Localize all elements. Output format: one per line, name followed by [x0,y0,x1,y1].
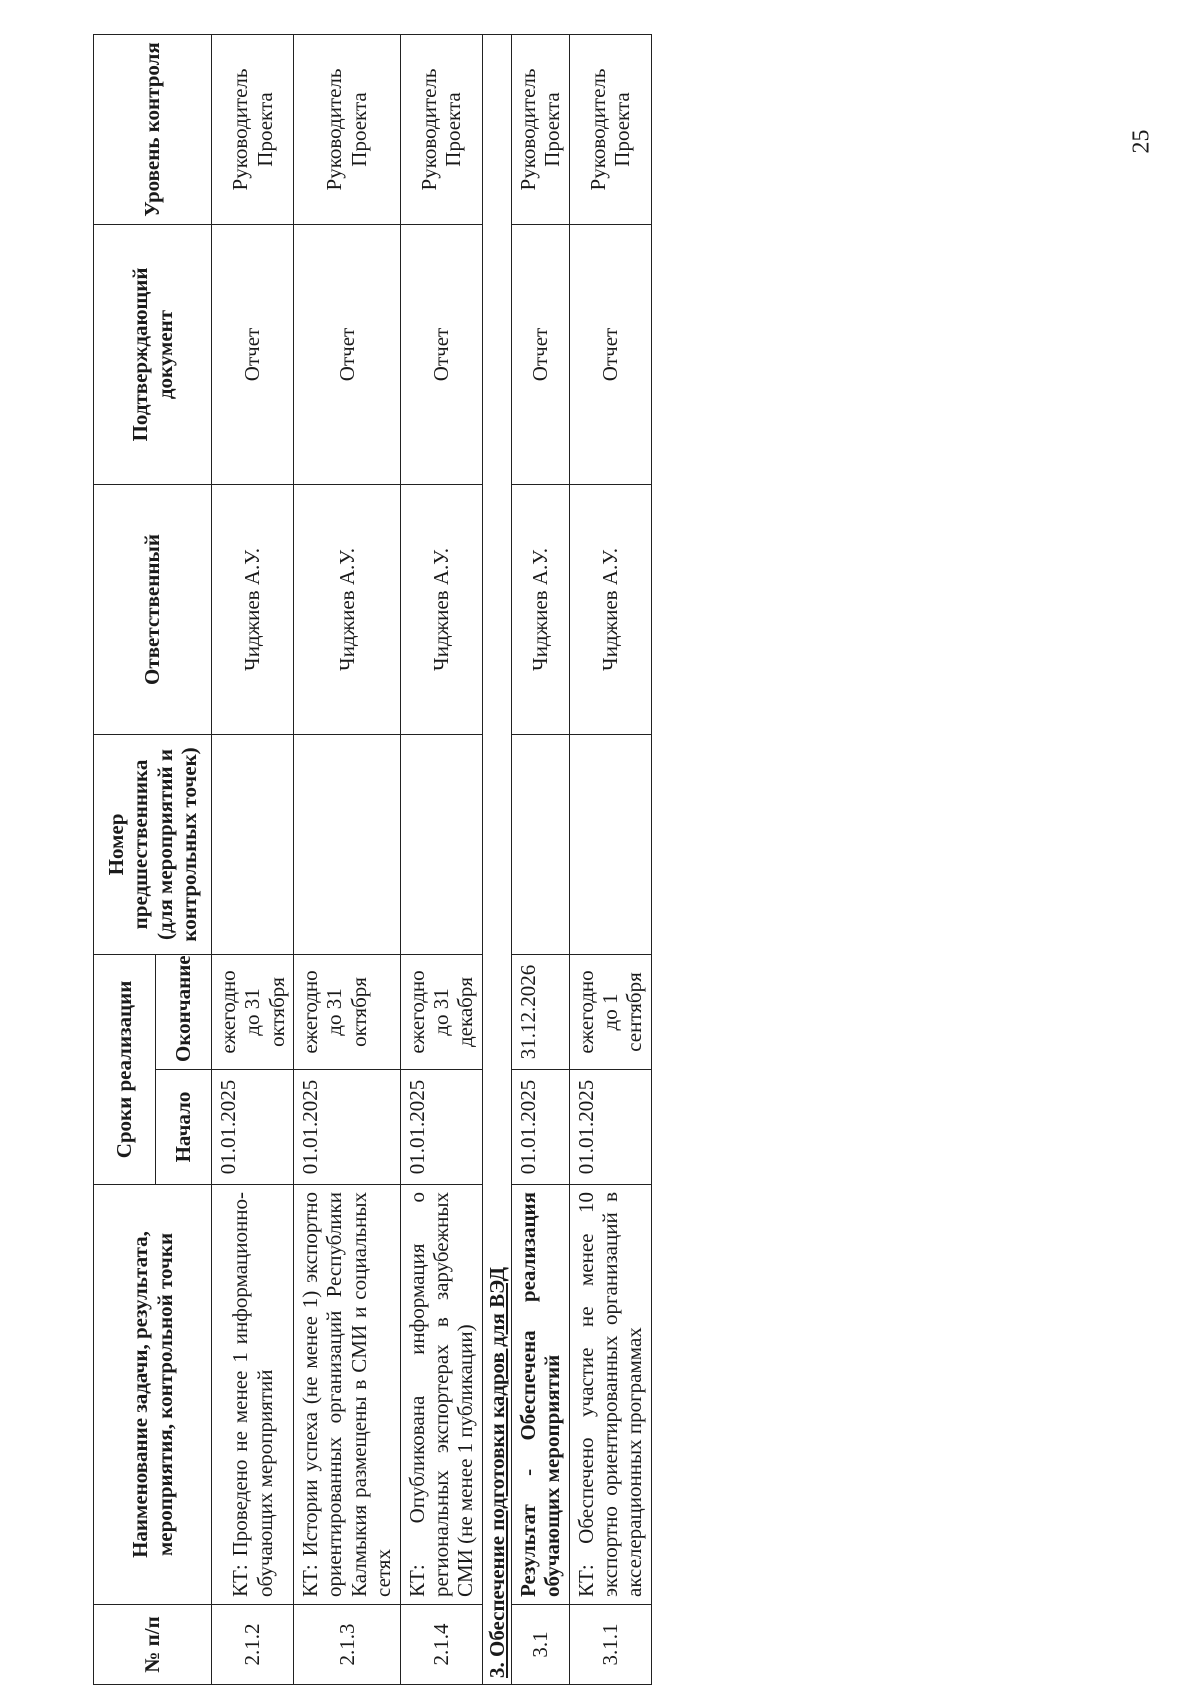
header-name: Наименование задачи, результата, мероприятия, контрольной точки [94,1185,212,1605]
row-responsible: Чиджиев А.У. [400,484,482,734]
rotated-table-sheet [93,35,675,1685]
row-name: КТ: Проведено не менее 1 информационно-обучающих мероприятий [212,1185,294,1605]
row-control: Руководитель Проекта [569,34,651,224]
page-number: 25 [1128,129,1155,154]
row-predecessor [212,734,294,954]
row-start: 01.01.2025 [400,1070,482,1185]
row-predecessor [569,734,651,954]
row-document: Отчет [400,224,482,484]
row-name: Результат - Обеспечена реализация обучающих мероприятий [511,1185,569,1605]
header-control: Уровень контроля [94,34,212,224]
header-num: № п/п [94,1605,212,1685]
row-responsible: Чиджиев А.У. [511,484,569,734]
row-responsible: Чиджиев А.У. [294,484,400,734]
section-title: 3. Обеспечение подготовки кадров для ВЭД [482,34,511,1684]
row-control: Руководитель Проекта [212,34,294,224]
row-start: 01.01.2025 [569,1070,651,1185]
row-name: КТ: Обеспечено участие не менее 10 экспортно ориентированных организаций в акселерационных программах [569,1185,651,1605]
row-end: ежегодно до 31 октября [212,954,294,1069]
row-end: ежегодно до 1 сентября [569,954,651,1069]
table-row [400,34,482,1684]
header-predecessor: Номер предшественника (для мероприятий и контрольных точек) [94,734,212,954]
table-row [294,34,400,1684]
row-num: 2.1.3 [294,1605,400,1685]
header-end: Окончание [156,954,212,1069]
section-row [482,34,511,1684]
row-end: ежегодно до 31 декабря [400,954,482,1069]
row-num: 3.1.1 [569,1605,651,1685]
row-start: 01.01.2025 [212,1070,294,1185]
header-start: Начало [156,1070,212,1185]
row-control: Руководитель Проекта [511,34,569,224]
row-end: 31.12.2026 [511,954,569,1069]
row-document: Отчет [511,224,569,484]
table-row [569,34,651,1684]
table-row [511,34,569,1684]
row-num: 2.1.4 [400,1605,482,1685]
row-responsible: Чиджиев А.У. [212,484,294,734]
header-responsible: Ответственный [94,484,212,734]
row-responsible: Чиджиев А.У. [569,484,651,734]
table-row [212,34,294,1684]
row-num: 3.1 [511,1605,569,1685]
row-document: Отчет [212,224,294,484]
row-start: 01.01.2025 [294,1070,400,1185]
row-name: КТ: Опубликована информация о региональных экспортерах в зарубежных СМИ (не менее 1 публикации) [400,1185,482,1605]
row-control: Руководитель Проекта [294,34,400,224]
row-document: Отчет [569,224,651,484]
row-end: ежегодно до 31 октября [294,954,400,1069]
row-num: 2.1.2 [212,1605,294,1685]
row-predecessor [400,734,482,954]
plan-table [93,34,652,1685]
row-predecessor [294,734,400,954]
header-period: Сроки реализации [94,954,156,1184]
row-control: Руководитель Проекта [400,34,482,224]
row-predecessor [511,734,569,954]
header-document: Подтверждающий документ [94,224,212,484]
row-name: КТ: Истории успеха (не менее 1) экспортно ориентированных организаций Республики Калмыкия размещены в СМИ и социальных сетях [294,1185,400,1605]
row-document: Отчет [294,224,400,484]
row-start: 01.01.2025 [511,1070,569,1185]
